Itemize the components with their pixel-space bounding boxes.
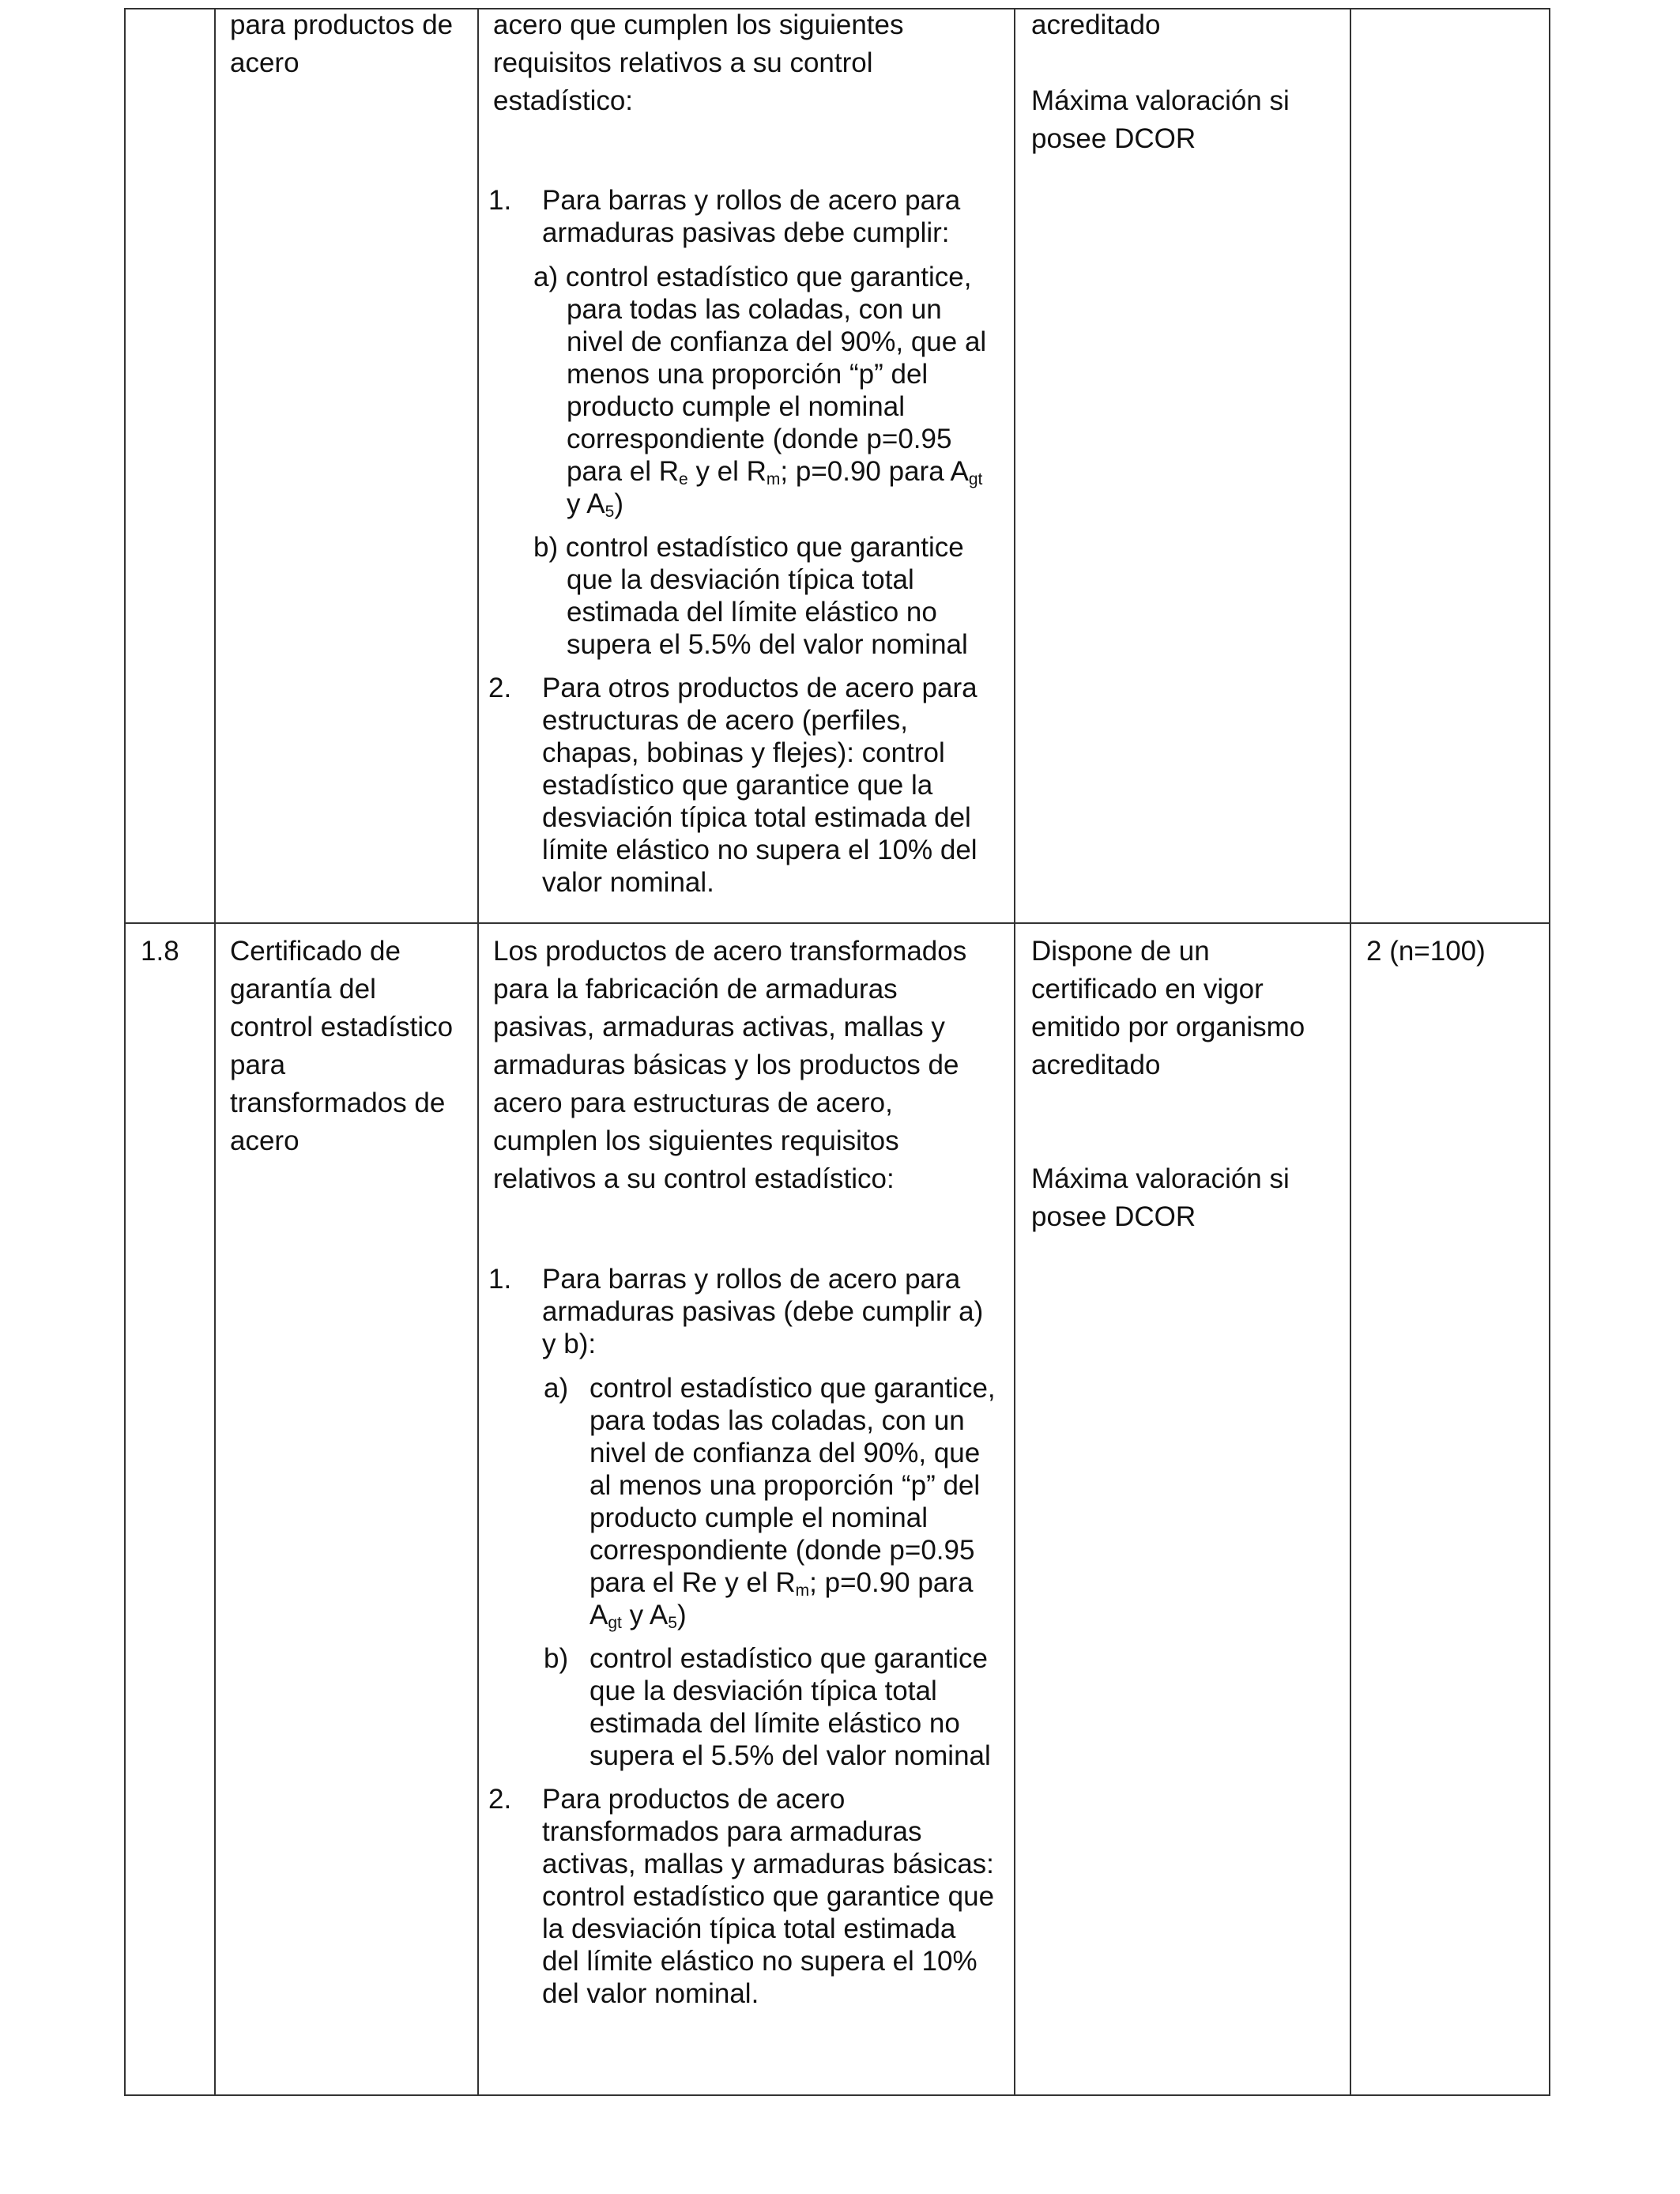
sublist-item-b [533,531,998,661]
score-cell: 2 (n=100) [1366,936,1486,967]
sublist-text: y A [621,1600,669,1630]
subscript: gt [968,470,983,488]
text-line: estadístico: [493,85,634,116]
sublist-text: control estadístico que garantice que la desviación típica total estimada del límite elástico no supera el 5.5% del valor nominal [565,532,968,660]
list-number: 2. [488,1784,512,1815]
sublist-text: ) [676,1600,687,1630]
text-line: Dispone de un [1031,936,1210,967]
subscript: gt [608,1614,622,1632]
criterion-description-intro [493,933,1023,1198]
sublist-text: ; p=0.90 para A [590,1567,974,1630]
text-line: emitido por organismo [1031,1012,1305,1042]
text-line: cumplen los siguientes requisitos [493,1125,899,1156]
text-line: control estadístico [230,1012,454,1042]
text-line: para [230,1050,286,1080]
sublist-text: control estadístico que garantice, para todas las coladas, con un nivel de confianza del 90%, que al menos una proporción “p” del producto cumple el nominal correspondiente (donde p=0.95 para el R [565,262,987,487]
text-line: para productos de [230,9,454,40]
column-divider [214,9,216,2094]
text-line: acero para estructuras de acero, [493,1088,893,1118]
text-line: acero que cumplen los siguientes [493,9,904,40]
sublist-label: a) [533,262,559,292]
list-item-text: Para otros productos de acero para estructuras de acero (perfiles, chapas, bobinas y flejes): control estadístico que garantice que la desviación típica total estimada del límite elástico no supera el 10% del valor nominal. [542,673,977,898]
text-line: Máxima valoración si [1031,85,1290,116]
list-item [488,1783,998,2010]
text-line: para la fabricación de armaduras [493,974,898,1005]
list-item-text: Para productos de acero transformados para armaduras activas, mallas y armaduras básicas: control estadístico que garantice que la desviación típica total estimada del límite elástico no supera el 10% del valor nominal. [542,1784,995,2009]
sublist-item-b [544,1642,998,1772]
subscript: 5 [668,1614,677,1632]
list-number: 1. [488,185,512,216]
text-line: requisitos relativos a su control [493,47,873,78]
sublist-item-a [544,1372,998,1631]
sublist [488,261,998,661]
criterion-name-cell [230,933,483,1160]
list-item [488,1263,998,1360]
sublist-label: b) [533,532,559,563]
row-divider [126,922,1549,924]
assessment-cell [1031,933,1347,1236]
list-item [488,672,998,899]
text-line: acero [230,47,299,78]
sublist-text: y el R [687,456,767,487]
sublist-text: control estadístico que garantice que la desviación típica total estimada del límite elástico no supera el 5.5% del valor nominal [590,1643,991,1771]
sublist-text: ; p=0.90 para A [780,456,969,487]
column-divider [1350,9,1351,2094]
subscript: e [679,470,688,488]
list-number: 1. [488,1264,512,1295]
subscript: 5 [605,503,615,521]
text-line: acero [230,1125,299,1156]
text-line: Máxima valoración si [1031,1163,1290,1194]
criterion-name-cell [230,6,467,82]
list-number: 2. [488,673,512,703]
list-item [488,184,998,249]
requirements-list [488,1263,998,2022]
text-line: posee DCOR [1031,123,1196,154]
text-line: Certificado de [230,936,401,967]
sublist-item-a [533,261,998,520]
text-line: pasivas, armaduras activas, mallas y [493,1012,945,1042]
subscript: m [766,470,781,488]
text-line: garantía del [230,974,376,1005]
sublist-label: b) [544,1643,569,1674]
sublist [488,1372,998,1772]
sublist-text: control estadístico que garantice, para todas las coladas, con un nivel de confianza del 90%, que al menos una proporción “p” del producto cumple el nominal correspondiente (donde p=0.95 para el Re y el R [590,1373,996,1598]
text-line: relativos a su control estadístico: [493,1163,895,1194]
text-line: acreditado [1031,1050,1161,1080]
text-line: certificado en vigor [1031,974,1264,1005]
spacer [1031,1122,1347,1160]
text-line: acreditado [1031,9,1161,40]
criterion-description-intro [493,6,1015,120]
text-line: posee DCOR [1031,1201,1196,1232]
sublist-text: ) [614,488,623,519]
requirements-list [488,184,998,910]
list-item-text: Para barras y rollos de acero para armaduras pasivas (debe cumplir a) y b): [542,1264,984,1359]
text-line: transformados de [230,1088,446,1118]
text-line: Los productos de acero transformados [493,936,967,967]
subscript: m [795,1581,810,1600]
spacer [1031,44,1347,82]
list-item-text: Para barras y rollos de acero para armaduras pasivas debe cumplir: [542,185,961,248]
spacer [1031,1084,1347,1122]
sublist-text: y A [567,488,605,519]
text-line: armaduras básicas y los productos de [493,1050,959,1080]
assessment-cell [1031,6,1347,158]
sublist-label: a) [544,1373,569,1404]
criterion-number: 1.8 [141,936,179,967]
